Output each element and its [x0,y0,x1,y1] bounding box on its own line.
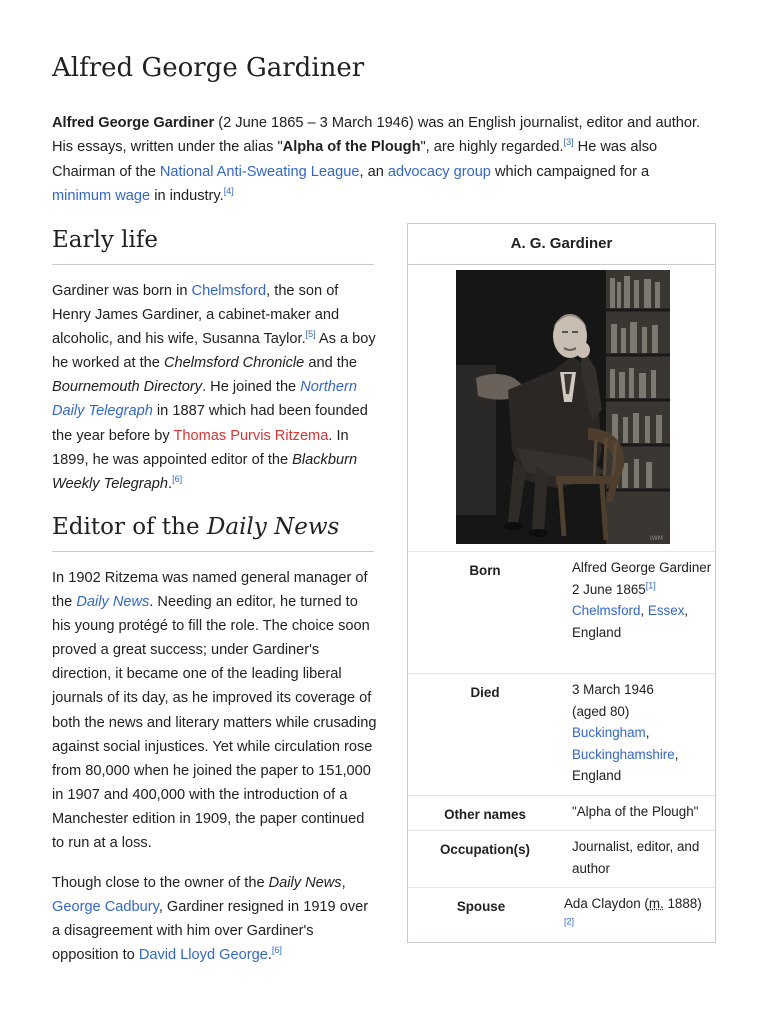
intro-text: in industry. [150,187,224,204]
infobox-value-occupation: Journalist, editor, and author [572,839,700,876]
married-year: 1888) [663,896,702,911]
body-text: . Needing an editor, he turned to his young protégé to fill the role. The choice soon proved a great success; under Gardiner's direction, it became one of the leading liberal journals of its day, as he improved its coverage of both the news and literary matters while crusading against social injustices. Yet while circulation rose from 80,000 when he joined the paper to 151,000 in 1907 and 400,000 with the introduction of a Manchester edition in 1909, the paper continued to run at a loss. [52,594,377,852]
body-text: . [267,947,272,964]
publication-name: Bournemouth Directory [52,379,203,396]
infobox-row-other-names [408,795,715,830]
infobox-title: A. G. Gardiner [408,224,715,265]
body-text: Gardiner was born in [52,283,192,299]
link-chelmsford[interactable]: Chelmsford [191,283,267,299]
intro-paragraph [52,111,712,208]
infobox-label-died: Died [470,685,500,700]
spouse-name: Ada Claydon ( [564,896,649,911]
intro-text: He was also Chairman of the [52,139,658,180]
born-name: Alfred George Gardiner [572,560,712,575]
link-george-cadbury[interactable]: George Cadbury [52,899,159,916]
editor-paragraph-1 [52,566,380,855]
publication-name: Daily News [268,875,342,891]
heading-text: Editor of the [52,514,207,540]
portrait-photo[interactable] [456,270,670,544]
citation-link[interactable]: [6] [271,945,282,956]
subject-name: Alfred George Gardiner [52,115,215,131]
link-text[interactable]: Daily News [76,594,150,611]
publication-name: Blackburn Weekly Telegraph [52,451,358,492]
died-age: (aged 80) [572,703,630,719]
citation-link[interactable]: [4] [223,186,234,197]
link-david-lloyd-george[interactable]: David Lloyd George [138,947,268,964]
citation-link[interactable]: [1] [645,580,656,591]
link-buckingham[interactable]: Buckingham [572,725,646,741]
body-text: Though close to the owner of the [52,875,269,891]
citation-link[interactable]: [2] [564,916,575,927]
infobox-row-born [408,551,715,673]
body-text: In 1902 Ritzema was named general manager of the [52,570,368,611]
link-buckinghamshire[interactable]: Buckinghamshire [572,746,675,762]
svg-text:IWM: IWM [650,535,663,542]
link-essex[interactable]: Essex [647,603,685,619]
intro-text: (2 June 1865 – 3 March 1946) was an English journalist, editor and author. His essays, written under the alias " [52,115,701,156]
infobox-value-born: Alfred George Gardiner 2 June 1865[1] Chelmsford, Essex, England [572,560,712,640]
born-country: England [572,624,622,640]
infobox-value-other-names: "Alpha of the Plough" [572,804,699,819]
infobox-row-died [408,673,715,795]
infobox-value-died: 3 March 1946 (aged 80) Buckingham, Buckinghamshire, England [572,682,679,784]
editor-paragraph-2 [52,871,380,967]
link-daily-news[interactable] [76,594,149,610]
died-country: England [572,768,622,784]
citation-link[interactable]: [5] [305,329,316,340]
link-text[interactable]: Northern Daily Telegraph [52,379,358,420]
born-date: 2 June 1865 [572,581,646,597]
heading-italic: Daily News [206,514,340,540]
citation-link[interactable]: [3] [563,137,574,148]
link-thomas-purvis-ritzema[interactable]: Thomas Purvis Ritzema [173,427,329,444]
infobox-label-other-names: Other names [444,807,526,822]
body-text: in 1887 which had been founded the year before by [52,403,368,444]
infobox [407,223,716,943]
infobox-row-spouse [408,887,715,943]
early-life-paragraph [52,279,380,496]
intro-text: ", are highly regarded. [420,139,564,156]
infobox-row-occupation [408,830,715,887]
link-advocacy-group[interactable]: advocacy group [387,163,491,180]
body-text: , [341,875,346,891]
intro-text: , an [359,163,388,180]
alias-text: Alpha of the Plough [282,139,421,156]
died-date: 3 March 1946 [572,682,654,697]
infobox-label-born: Born [469,563,501,578]
body-text: and the [304,355,358,372]
body-text: , the son of Henry James Gardiner, a cabinet-maker and alcoholic, and his wife, Susanna Taylor. [52,283,340,348]
body-text: . In 1899, he was appointed editor of the [52,427,349,468]
infobox-label-occupation: Occupation(s) [439,842,531,857]
citation-link[interactable]: [6] [172,473,183,484]
body-text: . [168,475,173,492]
publication-name: Chelmsford Chronicle [163,355,305,372]
body-text: As a boy he worked at the [52,331,376,372]
heading-early-life: Early life [52,224,374,265]
heading-editor [52,511,374,552]
portrait-image [456,270,670,544]
link-minimum-wage[interactable]: minimum wage [52,187,151,204]
married-abbr: m. [648,896,664,911]
intro-text: which campaigned for a [490,163,650,180]
body-text: , Gardiner resigned in 1919 over a disagreement with him over Gardiner's opposition to [52,899,369,964]
body-text: . He joined the [202,379,301,396]
infobox-value-spouse [564,893,714,936]
infobox-label-spouse: Spouse [456,899,506,914]
page-title: Alfred George Gardiner [52,53,365,83]
link-national-anti-sweating-league[interactable]: National Anti-Sweating League [159,163,360,180]
link-chelmsford[interactable]: Chelmsford [572,603,641,619]
